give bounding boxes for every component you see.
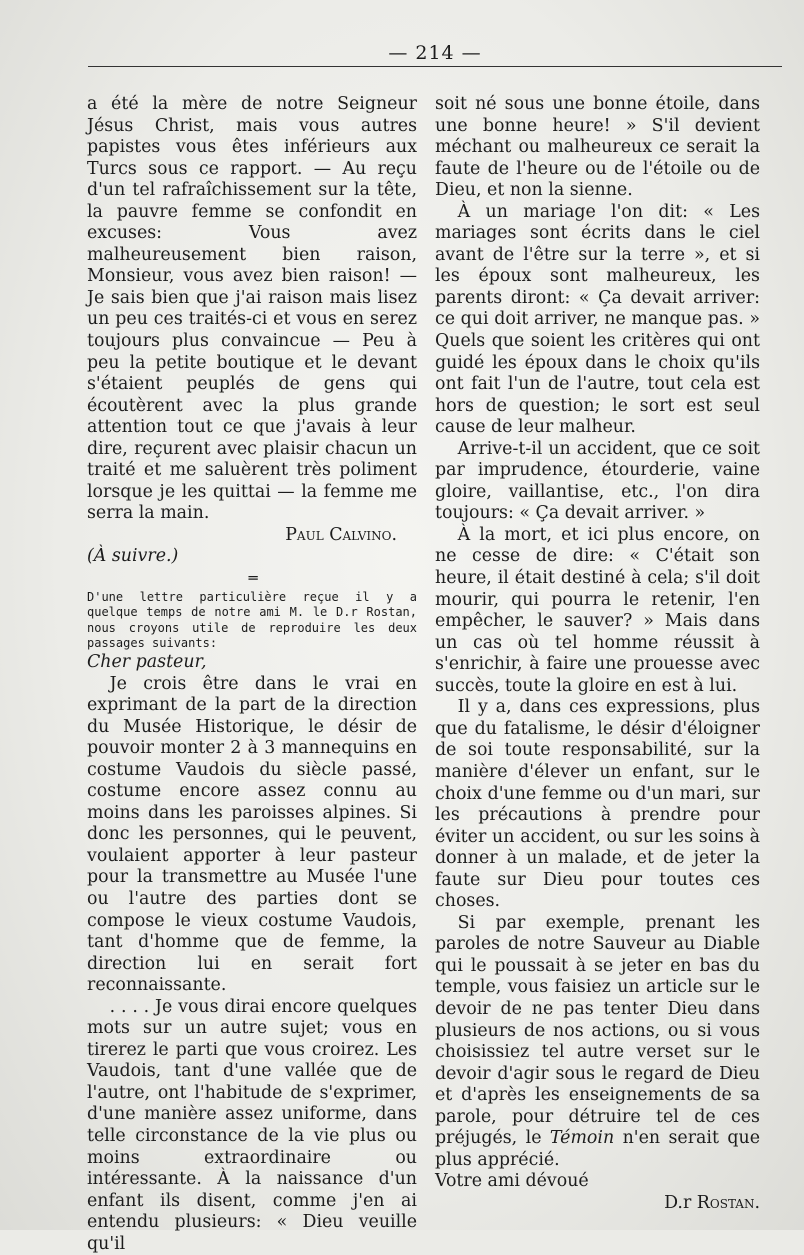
letter-closing: Votre ami dévoué bbox=[435, 1171, 589, 1192]
paragraph-text: Si par exemple, prenant les paroles de notre Sauveur au Diable qui le poussait à se jeter en bas du temple, vous faisiez un article sur le devoir de ne pas tenter Dieu dans plusieurs de nos actions, ou si vous choisissiez tel autre verset sur le devoir d'agir sous le regard de Dieu et d'après les enseignements de sa parole, pour détruire tel de ces préjugés, le bbox=[435, 912, 760, 1149]
to-be-continued: (À suivre.) bbox=[87, 546, 179, 567]
paragraph: soit né sous une bonne étoile, dans une bonne heure! » S'il devient méchant ou malheureux ce serait la faute de l'heure ou de l'étoile ou de Dieu, et non la sienne. bbox=[435, 94, 760, 201]
signature: Paul Calvino. bbox=[285, 524, 397, 545]
section-separator: ═ bbox=[248, 569, 256, 588]
paragraph: a été la mère de notre Seigneur Jésus Christ, mais vous autres papistes vous êtes inférieurs aux Turcs sous ce rapport. — Au reçu d'un tel rafraîchissement sur la tête, la pauvre femme se confondit en excuses: Vous avez malheureusement bien raison, Monsieur, vous avez bien raison! — Je sais bien que j'ai raison mais lisez un peu ces traités-ci et vous en serez toujours plus convaincue — Peu à peu la petite boutique et le devant s'étaient peuplés de gens qui écoutèrent avec la plus grande attention tout ce que j'avais à leur dire, reçurent avec plaisir chacun un traité et me saluèrent très poliment lorsque je les quittai — la femme me serra la main. bbox=[87, 94, 417, 524]
header-rule bbox=[88, 66, 782, 67]
paragraph: Je crois être dans le vrai en exprimant de la part de la direction du Musée Historique, le désir de pouvoir monter 2 à 3 mannequins en costume Vaudois du siècle passé, costume encore assez connu au moins dans les paroisses alpines. Si donc les personnes, qui le peuvent, voulaient apporter à leur pasteur pour la transmettre au Musée l'une ou l'autre des parties dont se compose le vieux costume Vaudois, tant d'homme que de femme, la direction lui en serait fort reconnaissante. bbox=[87, 673, 417, 996]
paragraph: À un mariage l'on dit: « Les mariages sont écrits dans le ciel avant de l'être sur la terre », et si les époux sont malheureux, les parents diront: « Ça devait arriver: ce qui doit arriver, ne manque pas. » Quels que soient les critères qui ont guidé les époux dans le choix qu'ils ont fait l'un de l'autre, tout cela est hors de question; le sort est seul cause de leur malheur. bbox=[435, 201, 760, 438]
paragraph: . . . . Je vous dirai encore quelques mots sur un autre sujet; vous en tirerez le parti que vous croirez. Les Vaudois, tant d'une vallée que de l'autre, ont l'habitude de s'exprimer, d'une manière assez uniforme, dans telle circonstance de la vie plus ou moins extraordinaire ou intéressante. À la naissance d'un enfant ils disent, comme j'en ai entendu plusieurs: « Dieu veuille qu'il bbox=[87, 996, 417, 1254]
paragraph: À la mort, et ici plus encore, on ne cesse de dire: « C'était son heure, il était destiné à cela; s'il doit mourir, qui pourra le retenir, l'en empêcher, le sauver? » Mais dans un cas où tel homme réussit à s'enrichir, à faire une prouesse avec succès, toute la gloire en est à lui. bbox=[435, 524, 760, 696]
left-column bbox=[87, 94, 417, 1255]
letter-salutation: Cher pasteur, bbox=[87, 651, 207, 672]
journal-title: Témoin bbox=[549, 1128, 615, 1149]
paragraph bbox=[435, 913, 760, 1172]
paragraph-text: n'en serait que plus apprécié. bbox=[435, 1128, 760, 1170]
letter-signature bbox=[435, 1193, 760, 1215]
right-column bbox=[435, 94, 760, 1214]
page-number: — 214 — bbox=[388, 42, 482, 64]
doctor-name: Rostan. bbox=[696, 1192, 760, 1213]
editor-note: D'une lettre particulière reçue il y a quelque temps de notre ami M. le D.r Rostan, nous croyons utile de reproduire les deux passages suivants: bbox=[87, 589, 417, 651]
paragraph: Il y a, dans ces expressions, plus que du fatalisme, le désir d'éloigner de soi toute responsabilité, sur la manière d'élever un enfant, sur le choix d'une femme ou d'un mari, sur les précautions à prendre pour éviter un accident, ou sur les soins à donner à un malade, et de jeter la faute sur Dieu pour toutes ces choses. bbox=[435, 697, 760, 912]
paragraph: Arrive-t-il un accident, que ce soit par imprudence, étourderie, vaine gloire, vaillantise, etc., l'on dira toujours: « Ça devait arriver. » bbox=[435, 438, 760, 524]
doctor-prefix: D.r bbox=[664, 1192, 697, 1213]
